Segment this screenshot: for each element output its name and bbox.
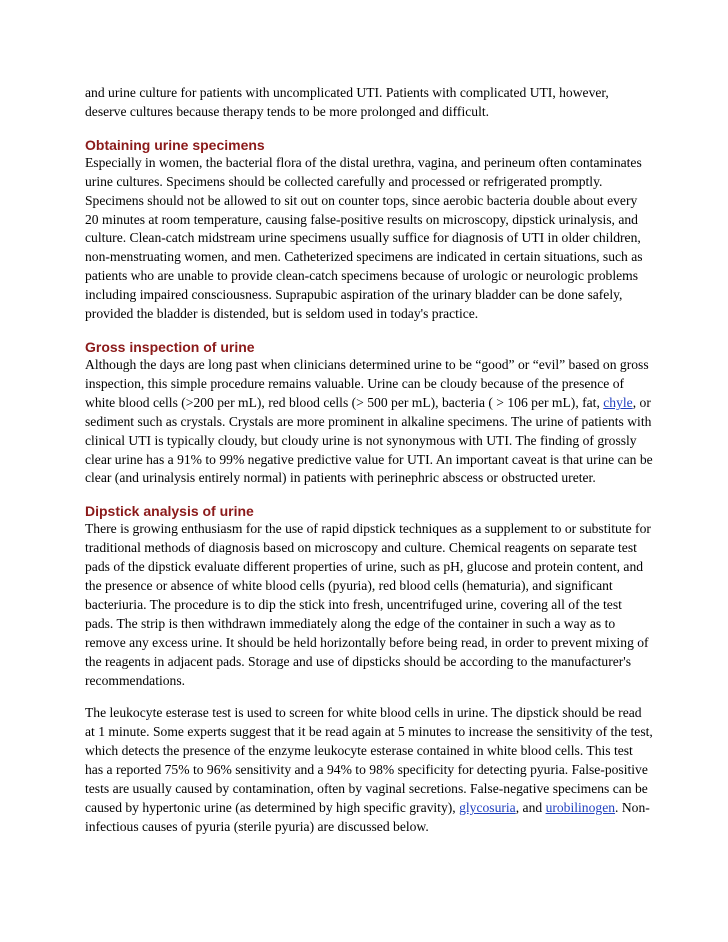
section-heading: Gross inspection of urine xyxy=(85,338,255,355)
section-paragraph: There is growing enthusiasm for the use of rapid dipstick techniques as a supplement to or substitute for traditional methods of diagnosis based on microscopy and culture. Chemical reagents on separate test pads of the dipstick evaluate different properties of urine, such as pH, glucose and protein content, and the presence or absence of white blood cells (pyuria), red blood cells (hematuria), and significant bacteriuria. The procedure is to dip the stick into fresh, uncentrifuged urine, covering all of the test pads. The strip is then withdrawn immediately along the edge of the container in such a way as to remove any excess urine. It should be held horizontally before being read, in order to prevent mixing of the reagents in adjacent pads. Storage and use of dipsticks should be according to the manufacturer's recommendations. xyxy=(85,521,651,688)
document-page xyxy=(85,84,653,851)
paragraph-text: , or sediment such as crystals. Crystals are more prominent in alkaline specimens. The urine of patients with clinical UTI is typically cloudy, but cloudy urine is not synonymous with UTI. The finding of grossly clear urine has a 91% to 99% negative predictive value for UTI. An important caveat is that urine can be clear (and urinalysis entirely normal) in patients with perinephric abscess or obstructed ureter. xyxy=(85,394,653,486)
paragraph-text: . Non-infectious causes of pyuria (sterile pyuria) are discussed below. xyxy=(85,800,650,834)
section-gross-inspection xyxy=(85,338,653,488)
chyle-link[interactable]: chyle xyxy=(603,394,633,410)
glycosuria-link[interactable]: glycosuria xyxy=(459,800,516,815)
section-paragraph: Especially in women, the bacterial flora of the distal urethra, vagina, and perineum often contaminates urine cultures. Specimens should be collected carefully and processed or refrigerated promptly. Specimens should not be allowed to sit out on counter tops, since aerobic bacteria double about every 20 minutes at room temperature, causing false-positive results on microscopy, dipstick urinalysis, and culture. Clean-catch midstream urine specimens usually suffice for diagnosis of UTI in older children, non-menstruating women, and men. Catheterized specimens are indicated in certain situations, such as patients who are unable to provide clean-catch specimens because of urologic or neurologic problems including impaired consciousness. Suprapubic aspiration of the urinary bladder can be done safely, provided the bladder is distended, but is seldom used in today's practice. xyxy=(85,154,643,322)
section-heading: Dipstick analysis of urine xyxy=(85,503,254,520)
section-heading: Obtaining urine specimens xyxy=(85,136,265,153)
section-dipstick-analysis xyxy=(85,502,653,690)
paragraph-text: Although the days are long past when clinicians determined urine to be “good” or “evil” based on gross inspection, this simple procedure remains valuable. Urine can be cloudy because of the presence of white blood cells (>200 per mL), red blood cells (> 500 per mL), bacteria ( > 106 per mL), fat, xyxy=(85,356,649,410)
urobilinogen-link[interactable]: urobilinogen xyxy=(545,800,616,815)
paragraph-text: , and xyxy=(515,800,546,815)
leukocyte-paragraph xyxy=(85,704,653,836)
intro-paragraph: and urine culture for patients with uncomplicated UTI. Patients with complicated UTI, however, deserve cultures because therapy tends to be more prolonged and difficult. xyxy=(85,85,609,119)
section-paragraph xyxy=(85,356,653,488)
paragraph-text: The leukocyte esterase test is used to screen for white blood cells in urine. The dipstick should be read at 1 minute. Some experts suggest that it be read again at 5 minutes to increase the sensitivity of the test, which detects the presence of the enzyme leukocyte esterase contained in white blood cells. This test has a reported 75% to 96% sensitivity and a 94% to 98% specificity for detecting pyuria. False-positive tests are usually caused by contamination, often by vaginal secretions. False-negative specimens can be caused by hypertonic urine (as determined by high specific gravity), xyxy=(85,705,653,815)
section-obtaining-specimens xyxy=(85,136,653,324)
